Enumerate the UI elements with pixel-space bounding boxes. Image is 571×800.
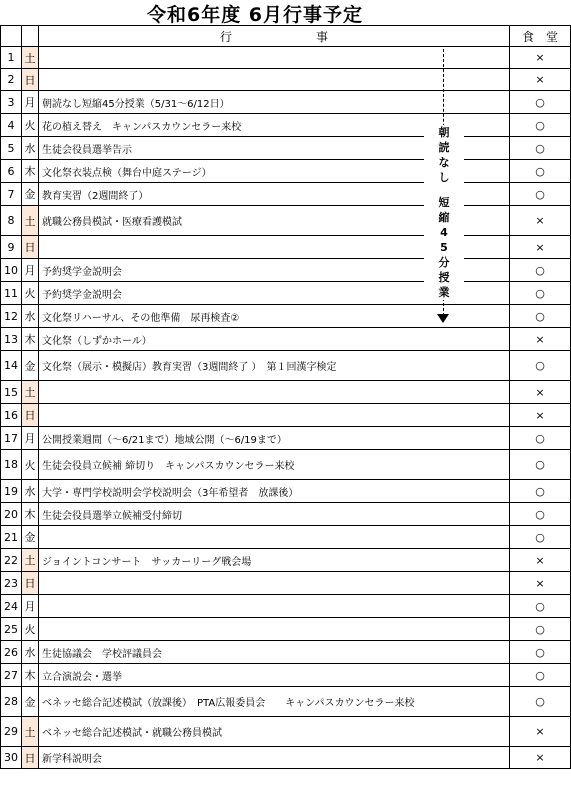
event-cell: 新学科説明会	[39, 747, 510, 769]
day-cell: 4	[0, 114, 22, 137]
event-cell: ジョイントコンサート サッカーリーグ戦会場	[39, 549, 510, 572]
weekday-cell: 土	[22, 381, 39, 404]
table-row	[0, 503, 571, 526]
weekday-cell: 土	[22, 717, 39, 747]
event-cell: 文化祭（しずかホール）	[39, 328, 510, 351]
table-row	[0, 687, 571, 717]
day-cell: 22	[0, 549, 22, 572]
header-weekday	[22, 25, 39, 47]
cafeteria-cell: ○	[510, 114, 571, 137]
cafeteria-cell: ○	[510, 687, 571, 717]
table-row	[0, 404, 571, 427]
weekday-cell: 木	[22, 160, 39, 183]
cafeteria-cell: ○	[510, 282, 571, 305]
weekday-cell: 土	[22, 206, 39, 236]
page-title: 令和6年度 6月行事予定	[146, 4, 364, 26]
weekday-cell: 金	[22, 351, 39, 381]
table-row	[0, 549, 571, 572]
event-cell: 立合演説会・選挙	[39, 664, 510, 687]
table-row	[0, 47, 571, 69]
weekday-cell: 土	[22, 549, 39, 572]
weekday-cell: 水	[22, 480, 39, 503]
weekday-cell: 月	[22, 91, 39, 114]
cafeteria-cell: ○	[510, 664, 571, 687]
day-cell: 18	[0, 450, 22, 480]
weekday-cell: 日	[22, 69, 39, 91]
cafeteria-cell: ×	[510, 404, 571, 427]
table-row	[0, 305, 571, 328]
day-cell: 9	[0, 236, 22, 259]
table-row	[0, 526, 571, 549]
day-cell: 12	[0, 305, 22, 328]
cafeteria-cell: ×	[510, 549, 571, 572]
table-row	[0, 206, 571, 236]
event-cell	[39, 618, 510, 641]
weekday-cell: 金	[22, 526, 39, 549]
cafeteria-cell: ○	[510, 305, 571, 328]
day-cell: 16	[0, 404, 22, 427]
day-cell: 20	[0, 503, 22, 526]
day-cell: 27	[0, 664, 22, 687]
event-cell: ベネッセ総合記述模試（放課後） PTA広報委員会 キャンパスカウンセラー来校	[39, 687, 510, 717]
header-cafeteria: 食 堂	[510, 25, 571, 47]
cafeteria-cell: ×	[510, 69, 571, 91]
weekday-cell: 木	[22, 664, 39, 687]
table-row	[0, 160, 571, 183]
event-cell: 生徒会役員立候補 締切り キャンパスカウンセラー来校	[39, 450, 510, 480]
cafeteria-cell: ○	[510, 351, 571, 381]
day-cell: 1	[0, 47, 22, 69]
cafeteria-cell: ○	[510, 91, 571, 114]
day-cell: 3	[0, 91, 22, 114]
day-cell: 8	[0, 206, 22, 236]
cafeteria-cell: ○	[510, 641, 571, 664]
table-row	[0, 114, 571, 137]
table-row	[0, 595, 571, 618]
day-cell: 2	[0, 69, 22, 91]
event-cell	[39, 381, 510, 404]
cafeteria-cell: ○	[510, 160, 571, 183]
event-cell: 予約奨学金説明会	[39, 259, 510, 282]
table-row	[0, 664, 571, 687]
table-row	[0, 137, 571, 160]
cafeteria-cell: ○	[510, 183, 571, 206]
weekday-cell: 日	[22, 747, 39, 769]
event-cell: 朝読なし短縮45分授業（5/31～6/12日）	[39, 91, 510, 114]
table-row	[0, 450, 571, 480]
table-row	[0, 618, 571, 641]
table-row	[0, 641, 571, 664]
cafeteria-cell: ○	[510, 450, 571, 480]
cafeteria-cell: ○	[510, 137, 571, 160]
cafeteria-cell: ×	[510, 381, 571, 404]
event-cell	[39, 69, 510, 91]
event-cell: 就職公務員模試・医療看護模試	[39, 206, 510, 236]
table-row	[0, 572, 571, 595]
weekday-cell: 日	[22, 404, 39, 427]
note-text-no-reading: 朝読なし	[438, 126, 450, 184]
cafeteria-cell: ○	[510, 427, 571, 450]
cafeteria-cell: ○	[510, 259, 571, 282]
event-cell: 文化祭リハーサル、その他準備 尿再検査②	[39, 305, 510, 328]
day-cell: 21	[0, 526, 22, 549]
cafeteria-cell: ×	[510, 572, 571, 595]
cafeteria-cell: ○	[510, 503, 571, 526]
event-cell: 文化祭衣装点検（舞台中庭ステージ）	[39, 160, 510, 183]
table-row	[0, 381, 571, 404]
cafeteria-cell: ○	[510, 526, 571, 549]
note-text-short-class: 短縮45分授業	[438, 196, 450, 299]
event-cell: 文化祭（展示・模擬店）教育実習（3週間終了 ） 第１回漢字検定	[39, 351, 510, 381]
day-cell: 28	[0, 687, 22, 717]
day-cell: 6	[0, 160, 22, 183]
event-cell: 生徒会役員選挙告示	[39, 137, 510, 160]
weekday-cell: 金	[22, 687, 39, 717]
header-day	[0, 25, 22, 47]
table-header	[0, 25, 571, 47]
day-cell: 13	[0, 328, 22, 351]
cafeteria-cell: ×	[510, 328, 571, 351]
event-cell: ベネッセ総合記述模試・就職公務員模試	[39, 717, 510, 747]
weekday-cell: 火	[22, 450, 39, 480]
event-cell: 生徒会役員選挙立候補受付締切	[39, 503, 510, 526]
event-cell	[39, 47, 510, 69]
weekday-cell: 月	[22, 427, 39, 450]
weekday-cell: 日	[22, 572, 39, 595]
event-cell	[39, 572, 510, 595]
weekday-cell: 木	[22, 328, 39, 351]
table-row	[0, 236, 571, 259]
day-cell: 5	[0, 137, 22, 160]
day-cell: 7	[0, 183, 22, 206]
day-cell: 14	[0, 351, 22, 381]
cafeteria-cell: ○	[510, 618, 571, 641]
cafeteria-cell: ×	[510, 717, 571, 747]
table-row	[0, 91, 571, 114]
event-cell	[39, 526, 510, 549]
day-cell: 24	[0, 595, 22, 618]
cafeteria-cell: ×	[510, 47, 571, 69]
weekday-cell: 月	[22, 595, 39, 618]
event-cell	[39, 595, 510, 618]
day-cell: 17	[0, 427, 22, 450]
note-box	[424, 125, 464, 300]
header-events: 行 事	[39, 25, 510, 47]
table-row	[0, 480, 571, 503]
cafeteria-cell: ○	[510, 480, 571, 503]
day-cell: 26	[0, 641, 22, 664]
table-row	[0, 69, 571, 91]
table-row	[0, 747, 571, 769]
weekday-cell: 木	[22, 503, 39, 526]
day-cell: 19	[0, 480, 22, 503]
weekday-cell: 水	[22, 305, 39, 328]
weekday-cell: 金	[22, 183, 39, 206]
day-cell: 30	[0, 747, 22, 769]
table-row	[0, 351, 571, 381]
day-cell: 11	[0, 282, 22, 305]
day-cell: 29	[0, 717, 22, 747]
table-row	[0, 427, 571, 450]
weekday-cell: 日	[22, 236, 39, 259]
cafeteria-cell: ○	[510, 595, 571, 618]
cafeteria-cell: ×	[510, 747, 571, 769]
weekday-cell: 月	[22, 259, 39, 282]
cafeteria-cell: ×	[510, 236, 571, 259]
event-cell: 公開授業週間（～6/21まで）地域公開（～6/19まで）	[39, 427, 510, 450]
weekday-cell: 火	[22, 282, 39, 305]
weekday-cell: 火	[22, 114, 39, 137]
day-cell: 23	[0, 572, 22, 595]
event-cell: 生徒協議会 学校評議員会	[39, 641, 510, 664]
event-cell	[39, 404, 510, 427]
weekday-cell: 土	[22, 47, 39, 69]
table-row	[0, 717, 571, 747]
event-cell: 予約奨学金説明会	[39, 282, 510, 305]
cafeteria-cell: ×	[510, 206, 571, 236]
day-cell: 25	[0, 618, 22, 641]
table-row	[0, 183, 571, 206]
table-row	[0, 259, 571, 282]
day-cell: 15	[0, 381, 22, 404]
arrow-down-icon	[437, 314, 449, 323]
event-cell: 花の植え替え キャンパスカウンセラー来校	[39, 114, 510, 137]
weekday-cell: 水	[22, 137, 39, 160]
table-row	[0, 282, 571, 305]
weekday-cell: 水	[22, 641, 39, 664]
table-row	[0, 328, 571, 351]
event-cell: 教育実習（2週間終了）	[39, 183, 510, 206]
event-cell: 大学・専門学校説明会学校説明会（3年希望者 放課後）	[39, 480, 510, 503]
weekday-cell: 火	[22, 618, 39, 641]
day-cell: 10	[0, 259, 22, 282]
